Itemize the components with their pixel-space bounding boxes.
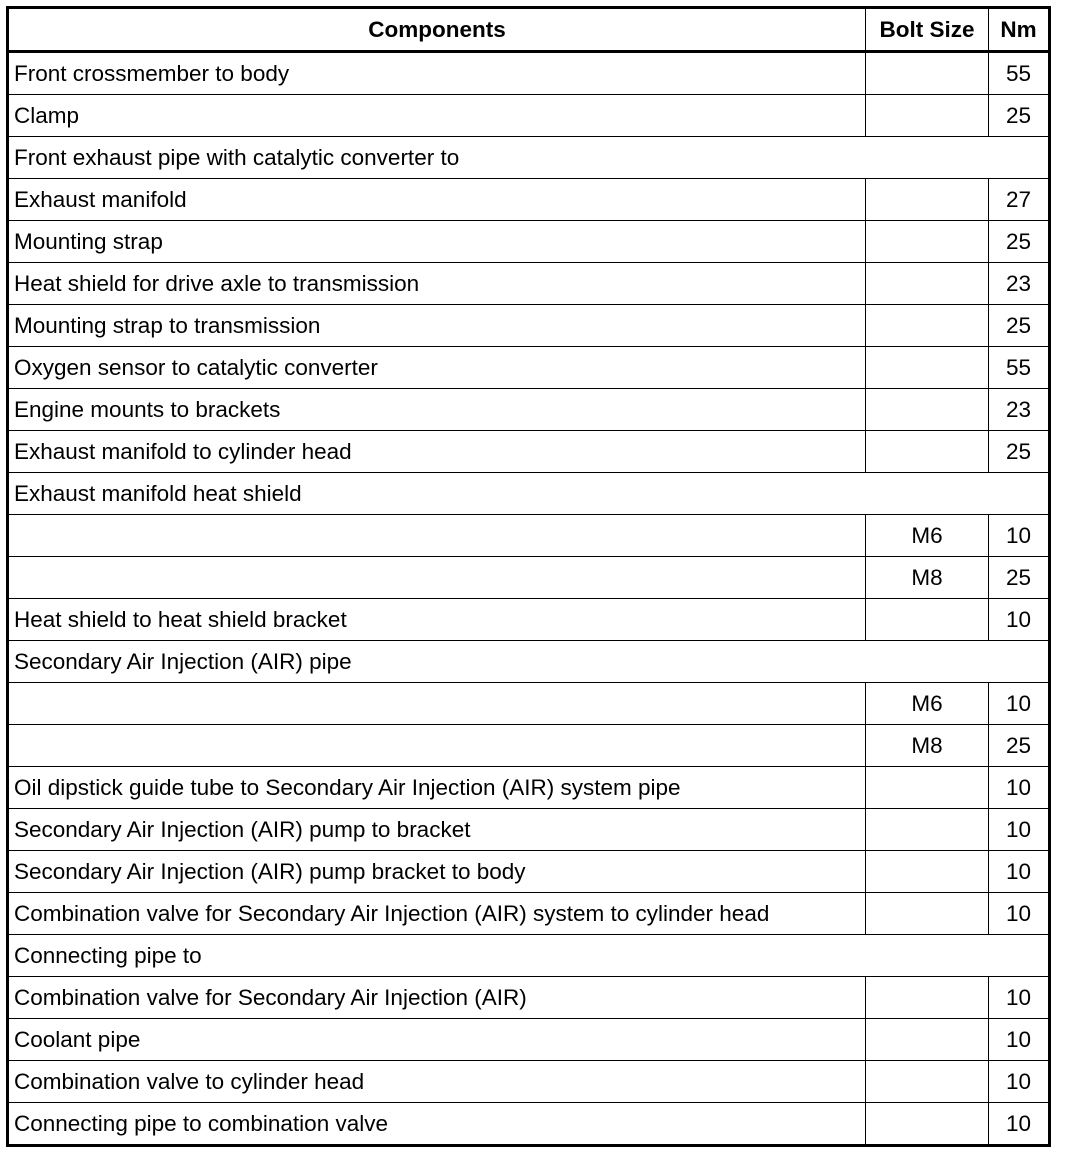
- bolt-size-cell: [866, 305, 989, 347]
- bolt-size-cell: [866, 389, 989, 431]
- bolt-size-cell: [866, 221, 989, 263]
- table-row: [8, 221, 1050, 263]
- section-header-row: [8, 473, 1050, 515]
- bolt-size-cell: [866, 893, 989, 935]
- torque-nm-cell: 27: [989, 179, 1050, 221]
- torque-nm-cell: 25: [989, 557, 1050, 599]
- table-row: [8, 683, 1050, 725]
- table-row: [8, 515, 1050, 557]
- component-cell: Oil dipstick guide tube to Secondary Air Injection (AIR) system pipe: [8, 767, 866, 809]
- table-row: [8, 52, 1050, 95]
- table-row: [8, 179, 1050, 221]
- table-row: [8, 767, 1050, 809]
- table-row: [8, 305, 1050, 347]
- component-cell: [8, 683, 866, 725]
- torque-spec-table: [6, 6, 1051, 1147]
- component-cell: [8, 557, 866, 599]
- bolt-size-cell: M8: [866, 725, 989, 767]
- component-cell: Secondary Air Injection (AIR) pump bracket to body: [8, 851, 866, 893]
- section-title: Connecting pipe to: [8, 935, 1050, 977]
- table-row: [8, 893, 1050, 935]
- table-row: [8, 1061, 1050, 1103]
- table-row: [8, 725, 1050, 767]
- section-title: Exhaust manifold heat shield: [8, 473, 1050, 515]
- torque-nm-cell: 55: [989, 52, 1050, 95]
- component-cell: Secondary Air Injection (AIR) pump to bracket: [8, 809, 866, 851]
- bolt-size-cell: [866, 347, 989, 389]
- table-row: [8, 977, 1050, 1019]
- section-title: Secondary Air Injection (AIR) pipe: [8, 641, 1050, 683]
- bolt-size-cell: [866, 599, 989, 641]
- table-header-row: [8, 8, 1050, 52]
- torque-nm-cell: 23: [989, 389, 1050, 431]
- bolt-size-cell: [866, 431, 989, 473]
- torque-nm-cell: 10: [989, 851, 1050, 893]
- table-row: [8, 809, 1050, 851]
- component-cell: Exhaust manifold: [8, 179, 866, 221]
- component-cell: Clamp: [8, 95, 866, 137]
- bolt-size-cell: [866, 767, 989, 809]
- component-cell: [8, 725, 866, 767]
- bolt-size-cell: [866, 977, 989, 1019]
- bolt-size-cell: [866, 809, 989, 851]
- component-cell: Engine mounts to brackets: [8, 389, 866, 431]
- torque-nm-cell: 25: [989, 305, 1050, 347]
- table-row: [8, 851, 1050, 893]
- component-cell: Mounting strap to transmission: [8, 305, 866, 347]
- bolt-size-cell: [866, 263, 989, 305]
- header-components: Components: [8, 8, 866, 52]
- table-row: [8, 1103, 1050, 1146]
- component-cell: Front crossmember to body: [8, 52, 866, 95]
- component-cell: Combination valve to cylinder head: [8, 1061, 866, 1103]
- component-cell: Heat shield to heat shield bracket: [8, 599, 866, 641]
- table-row: [8, 599, 1050, 641]
- bolt-size-cell: [866, 1019, 989, 1061]
- bolt-size-cell: M6: [866, 515, 989, 557]
- component-cell: [8, 515, 866, 557]
- torque-nm-cell: 10: [989, 1103, 1050, 1146]
- torque-nm-cell: 10: [989, 515, 1050, 557]
- torque-nm-cell: 10: [989, 809, 1050, 851]
- table-row: [8, 389, 1050, 431]
- torque-nm-cell: 10: [989, 767, 1050, 809]
- torque-nm-cell: 10: [989, 977, 1050, 1019]
- torque-nm-cell: 25: [989, 725, 1050, 767]
- table-row: [8, 263, 1050, 305]
- section-header-row: [8, 641, 1050, 683]
- component-cell: Combination valve for Secondary Air Injection (AIR): [8, 977, 866, 1019]
- torque-nm-cell: 25: [989, 221, 1050, 263]
- torque-nm-cell: 25: [989, 431, 1050, 473]
- bolt-size-cell: [866, 95, 989, 137]
- component-cell: Oxygen sensor to catalytic converter: [8, 347, 866, 389]
- component-cell: Mounting strap: [8, 221, 866, 263]
- table-row: [8, 1019, 1050, 1061]
- table-row: [8, 95, 1050, 137]
- torque-nm-cell: 10: [989, 893, 1050, 935]
- component-cell: Heat shield for drive axle to transmission: [8, 263, 866, 305]
- table-row: [8, 431, 1050, 473]
- bolt-size-cell: M6: [866, 683, 989, 725]
- header-nm: Nm: [989, 8, 1050, 52]
- torque-nm-cell: 23: [989, 263, 1050, 305]
- table-row: [8, 347, 1050, 389]
- component-cell: Connecting pipe to combination valve: [8, 1103, 866, 1146]
- component-cell: Coolant pipe: [8, 1019, 866, 1061]
- component-cell: Exhaust manifold to cylinder head: [8, 431, 866, 473]
- bolt-size-cell: [866, 1061, 989, 1103]
- bolt-size-cell: [866, 52, 989, 95]
- section-header-row: [8, 935, 1050, 977]
- bolt-size-cell: [866, 1103, 989, 1146]
- bolt-size-cell: [866, 851, 989, 893]
- table-row: [8, 557, 1050, 599]
- bolt-size-cell: M8: [866, 557, 989, 599]
- table-body: [8, 52, 1050, 1146]
- torque-nm-cell: 25: [989, 95, 1050, 137]
- bolt-size-cell: [866, 179, 989, 221]
- torque-nm-cell: 10: [989, 683, 1050, 725]
- section-title: Front exhaust pipe with catalytic converter to: [8, 137, 1050, 179]
- torque-nm-cell: 10: [989, 1019, 1050, 1061]
- torque-nm-cell: 10: [989, 599, 1050, 641]
- component-cell: Combination valve for Secondary Air Injection (AIR) system to cylinder head: [8, 893, 866, 935]
- torque-nm-cell: 10: [989, 1061, 1050, 1103]
- header-bolt-size: Bolt Size: [866, 8, 989, 52]
- section-header-row: [8, 137, 1050, 179]
- torque-nm-cell: 55: [989, 347, 1050, 389]
